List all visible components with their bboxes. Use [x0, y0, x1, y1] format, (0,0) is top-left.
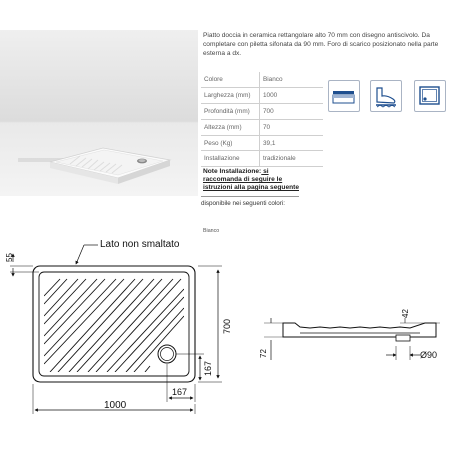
spec-value: Bianco [260, 72, 324, 87]
spec-row [201, 151, 323, 167]
spec-value: 70 [260, 119, 324, 135]
spec-row [201, 87, 323, 103]
spec-value: 39,1 [260, 135, 324, 151]
dim-167-horizontal: 167 [172, 387, 188, 397]
color-swatch[interactable] [203, 213, 215, 225]
feature-icons [328, 80, 448, 116]
product-photo [0, 30, 198, 196]
spec-value: 700 [260, 103, 324, 119]
spec-label: Profondità (mm) [201, 103, 260, 119]
callout-label: Lato non smaltato [100, 239, 180, 250]
spec-value: tradizionale [260, 151, 324, 167]
color-swatch-label: Bianco [203, 228, 220, 234]
dim-1000: 1000 [104, 400, 127, 411]
technical-drawing [0, 235, 452, 452]
note-title: Note Installazione: [203, 168, 262, 175]
spec-row [201, 103, 323, 119]
spec-label: Installazione [201, 151, 260, 167]
availability-label: disponibile nei seguenti colori: [201, 200, 286, 207]
dim-55: 55 [5, 253, 14, 262]
dim-42: 42 [401, 309, 410, 318]
dim-700: 700 [222, 318, 232, 334]
note-link[interactable]: si raccomanda di seguire le istruzioni alla pagina seguente [203, 168, 299, 192]
tray-profile-icon [328, 80, 360, 112]
spec-label: Peso (Kg) [201, 135, 260, 151]
product-description: Piatto doccia in ceramica rettangolare alto 70 mm con disegno antiscivolo. Da completare con piletta sifonata da 90 mm. Foro di scarico posizionato nella parte esterna a dx. [203, 32, 439, 57]
non-slip-foot-icon [370, 80, 402, 112]
spec-label: Colore [201, 72, 260, 87]
dim-167-vertical: 167 [203, 360, 213, 376]
spec-row [201, 135, 323, 151]
spec-value: 1000 [260, 87, 324, 103]
spec-row [201, 119, 323, 135]
side-section [283, 323, 436, 341]
specs-table [201, 72, 323, 167]
installation-note [203, 168, 299, 193]
spec-label: Altezza (mm) [201, 119, 260, 135]
dim-72: 72 [259, 349, 268, 358]
spec-label: Larghezza (mm) [201, 87, 260, 103]
dim-drain-diameter: Ø90 [420, 350, 438, 360]
spec-row [201, 72, 323, 87]
divider [201, 196, 299, 197]
drain-position-icon [414, 80, 446, 112]
